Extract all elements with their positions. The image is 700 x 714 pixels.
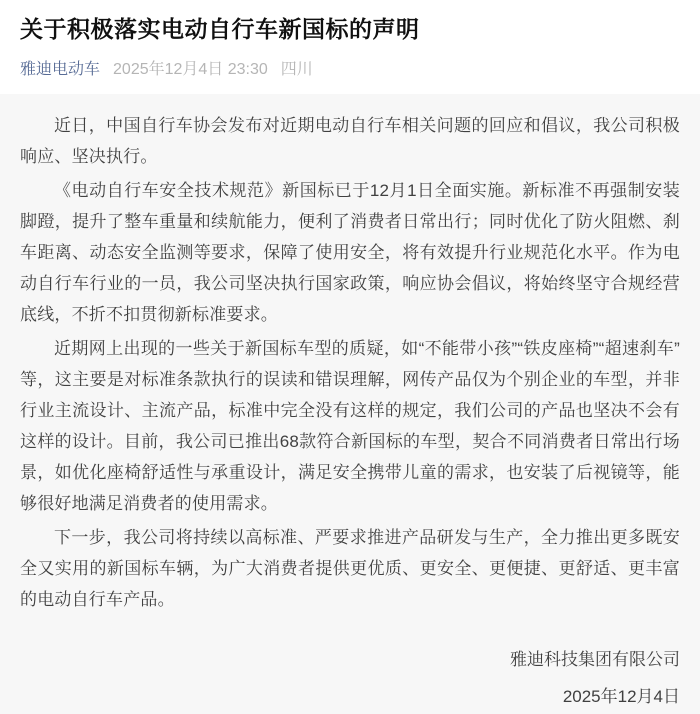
- paragraph-3: 近期网上出现的一些关于新国标车型的质疑，如“不能带小孩”“铁皮座椅”“超速刹车”等，这主要是对标准条款执行的误读和错误理解，网传产品仅为个别企业的车型，并非行业主流设计、主流产品，标准中完全没有这样的规定，我们公司的产品也坚决不会有这样的设计。目前，我公司已推出68款符合新国标的车型，契合不同消费者日常出行场景，如优化座椅舒适性与承重设计，满足安全携带儿童的需求，也安装了后视镜等，能够很好地满足消费者的使用需求。: [20, 339, 680, 514]
- byline: [20, 59, 680, 81]
- article-body: [0, 94, 700, 714]
- signature-date: 2025年12月4日: [562, 687, 680, 707]
- signature-block: [20, 641, 680, 714]
- publish-location: 四川: [280, 61, 313, 79]
- article-header: [0, 0, 700, 81]
- publish-datetime: 2025年12月4日 23:30: [113, 61, 268, 79]
- paragraph-4: 下一步，我公司将持续以高标准、严要求推进产品研发与生产，全力推出更多既安全又实用的新国标车辆，为广大消费者提供更优质、更安全、更便捷、更舒适、更丰富的电动自行车产品。: [20, 528, 680, 610]
- paragraph-1: 近日，中国自行车协会发布对近期电动自行车相关问题的回应和倡议，我公司积极响应、坚决执行。: [20, 116, 680, 167]
- author-link[interactable]: 雅迪电动车: [20, 61, 101, 79]
- signature-company: 雅迪科技集团有限公司: [510, 650, 680, 670]
- paragraph-2: 《电动自行车安全技术规范》新国标已于12月1日全面实施。新标准不再强制安装脚蹬，提升了整车重量和续航能力，便利了消费者日常出行；同时优化了防火阻燃、刹车距离、动态安全监测等要求，保障了使用安全，将有效提升行业规范化水平。作为电动自行车行业的一员，我公司坚决执行国家政策，响应协会倡议，将始终坚守合规经营底线，不折不扣贯彻新标准要求。: [20, 181, 680, 325]
- page-title: 关于积极落实电动自行车新国标的声明: [20, 16, 420, 42]
